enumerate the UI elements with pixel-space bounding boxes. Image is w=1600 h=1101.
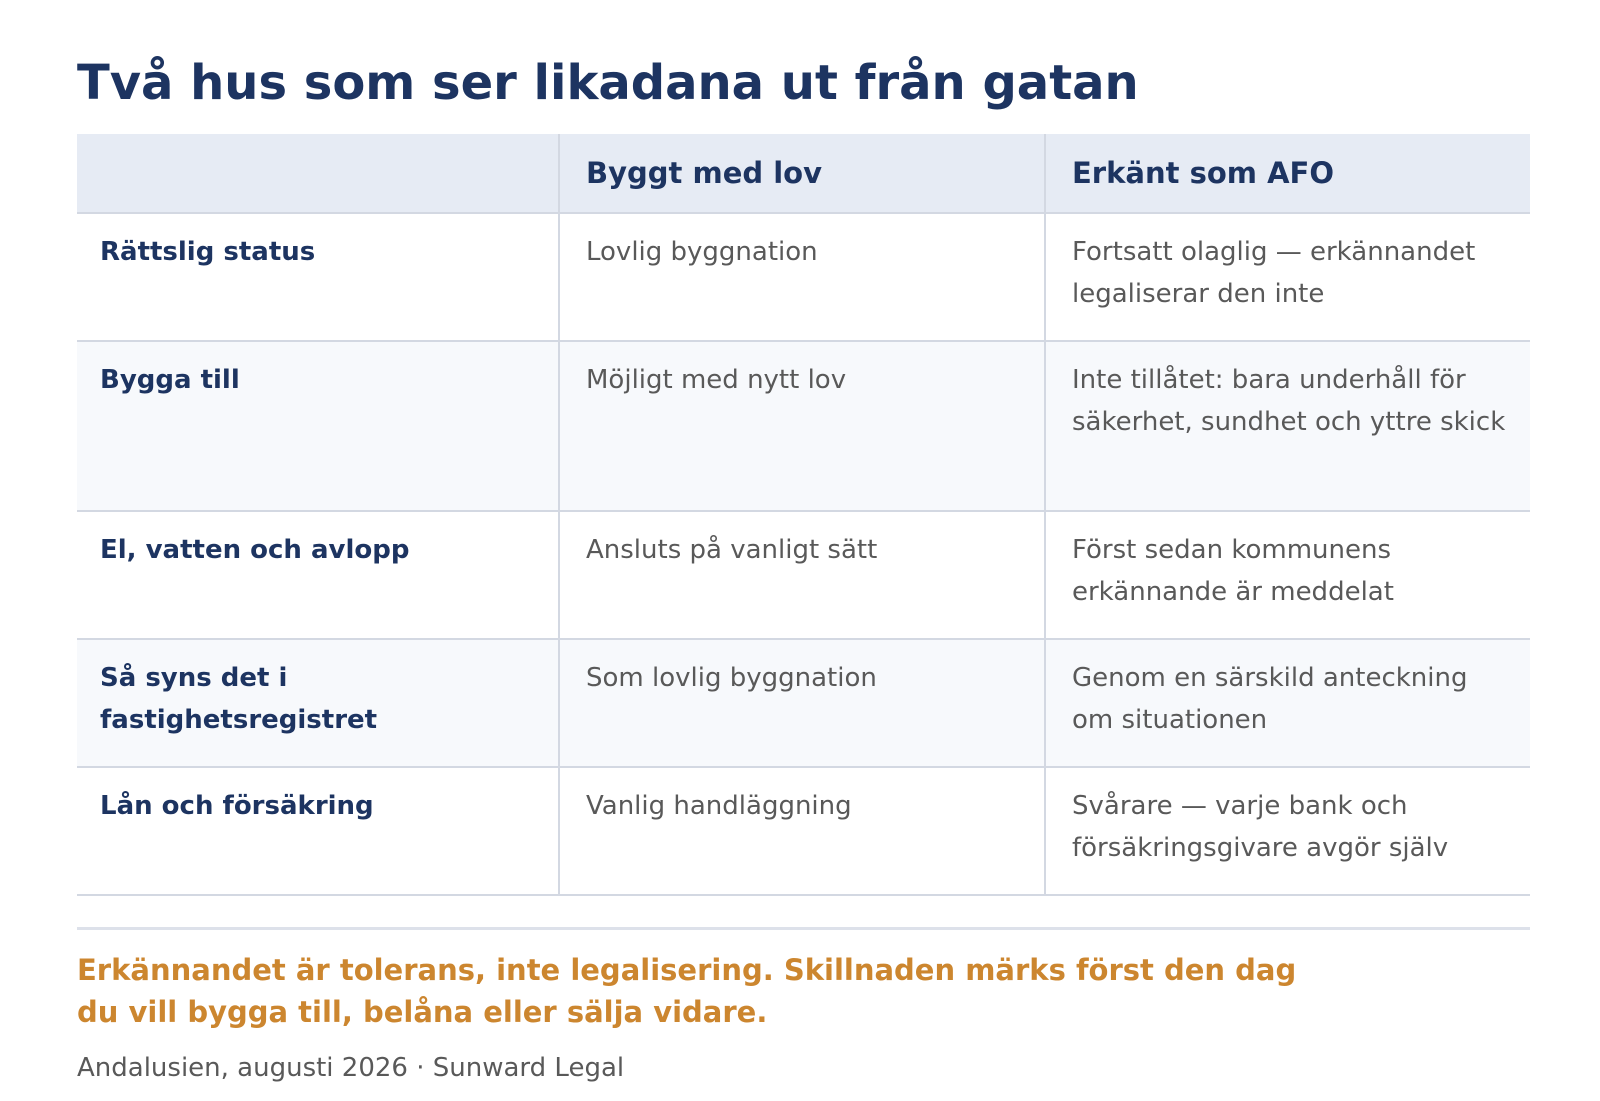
table-row — [77, 639, 1530, 767]
header-cell-empty — [77, 134, 559, 213]
row-label: Rättslig status — [77, 213, 559, 341]
table-cell: Först sedan kommunens erkännande är meddelat — [1045, 511, 1530, 639]
table-cell: Möjligt med nytt lov — [559, 341, 1045, 511]
table-cell: Inte tillåtet: bara underhåll för säkerhet, sundhet och yttre skick — [1045, 341, 1530, 511]
comparison-table — [77, 134, 1530, 896]
page-title: Två hus som ser likadana ut från gatan — [77, 55, 1139, 111]
table-cell: Genom en särskild anteckning om situationen — [1045, 639, 1530, 767]
divider — [77, 927, 1530, 930]
table-cell: Vanlig handläggning — [559, 767, 1045, 895]
table-cell: Svårare — varje bank och försäkringsgivare avgör själv — [1045, 767, 1530, 895]
table-cell: Lovlig byggnation — [559, 213, 1045, 341]
table-row — [77, 511, 1530, 639]
table-cell: Ansluts på vanligt sätt — [559, 511, 1045, 639]
row-label: Så syns det i fastighetsregistret — [77, 639, 559, 767]
row-label: El, vatten och avlopp — [77, 511, 559, 639]
table-header-row — [77, 134, 1530, 213]
table-row — [77, 213, 1530, 341]
table-row — [77, 767, 1530, 895]
table-cell: Som lovlig byggnation — [559, 639, 1045, 767]
header-cell-recognized-afo: Erkänt som AFO — [1045, 134, 1530, 213]
table-cell: Fortsatt olaglig — erkännandet legaliserar den inte — [1045, 213, 1530, 341]
row-label: Lån och försäkring — [77, 767, 559, 895]
table-row — [77, 341, 1530, 511]
header-cell-built-with-permit: Byggt med lov — [559, 134, 1045, 213]
conclusion-text: Erkännandet är tolerans, inte legalisering. Skillnaden märks först den dag du vill bygga till, belåna eller sälja vidare. — [77, 953, 1297, 1029]
row-label: Bygga till — [77, 341, 559, 511]
footer-credit: Andalusien, augusti 2026 · Sunward Legal — [77, 1053, 625, 1083]
